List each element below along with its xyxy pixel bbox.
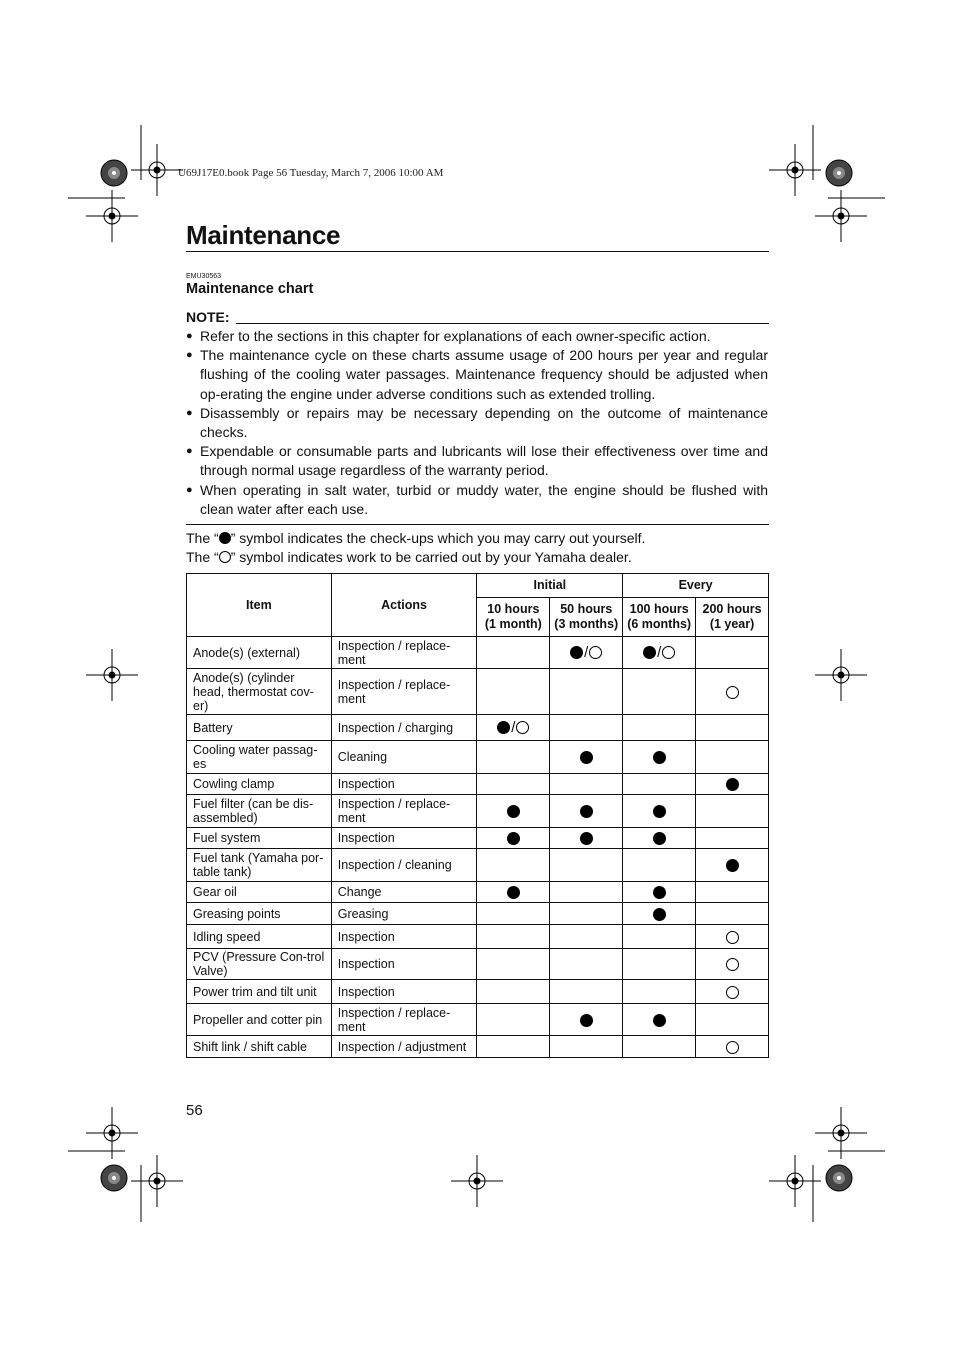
item-cell: Shift link / shift cable: [187, 1036, 332, 1058]
interval-cell: [623, 1036, 696, 1058]
interval-cell: [623, 903, 696, 925]
action-cell: Cleaning: [331, 741, 477, 774]
table-row: [187, 715, 769, 741]
table-row: [187, 949, 769, 980]
interval-cell: [623, 795, 696, 828]
header-item: Item: [187, 574, 332, 637]
table-row: [187, 903, 769, 925]
page-number: 56: [186, 1102, 203, 1119]
item-cell: Power trim and tilt unit: [187, 980, 332, 1004]
action-cell: Inspection: [331, 774, 477, 795]
interval-cell: [696, 669, 769, 715]
filled-circle-icon: [653, 1014, 666, 1027]
filled-circle-icon: [726, 859, 739, 872]
interval-cell: [623, 774, 696, 795]
filled-circle-icon: [580, 751, 593, 764]
interval-cell: [477, 669, 550, 715]
interval-cell: [696, 903, 769, 925]
interval-cell: [696, 637, 769, 669]
interval-cell: [623, 980, 696, 1004]
bullet-icon: ●: [186, 483, 193, 496]
interval-cell: [696, 925, 769, 949]
filled-circle-icon: [507, 832, 520, 845]
note-item: ● Refer to the sections in this chapter for explanations of each owner-specific action.: [186, 327, 768, 346]
slash-separator: /: [657, 644, 662, 661]
interval-cell: [550, 882, 623, 903]
note-end-rule: [186, 524, 769, 525]
table-row: [187, 741, 769, 774]
title-rule: [186, 251, 769, 252]
interval-cell: [696, 849, 769, 882]
header-100-hours: 100 hours (6 months): [623, 598, 696, 637]
interval-cell: [477, 1004, 550, 1036]
item-cell: Propeller and cotter pin: [187, 1004, 332, 1036]
open-circle-icon: [516, 721, 529, 734]
filled-circle-icon: [653, 805, 666, 818]
table-row: [187, 980, 769, 1004]
interval-cell: [477, 741, 550, 774]
interval-cell: [550, 980, 623, 1004]
page-title: Maintenance: [186, 220, 341, 250]
interval-cell: [477, 637, 550, 669]
table-row: [187, 1004, 769, 1036]
interval-cell: [550, 637, 623, 669]
interval-cell: [623, 637, 696, 669]
interval-cell: [550, 903, 623, 925]
filled-circle-icon: [219, 532, 231, 544]
interval-cell: [623, 925, 696, 949]
interval-cell: [477, 882, 550, 903]
interval-cell: [550, 741, 623, 774]
interval-cell: [623, 669, 696, 715]
open-circle-icon: [662, 646, 675, 659]
action-cell: Inspection: [331, 949, 477, 980]
action-cell: Inspection / adjustment: [331, 1036, 477, 1058]
filled-circle-icon: [570, 646, 583, 659]
interval-cell: [477, 980, 550, 1004]
item-cell: PCV (Pressure Con-trol Valve): [187, 949, 332, 980]
interval-cell: [550, 669, 623, 715]
open-circle-icon: [726, 686, 739, 699]
bullet-icon: ●: [186, 330, 193, 342]
item-cell: Gear oil: [187, 882, 332, 903]
action-cell: Inspection / replace-ment: [331, 669, 477, 715]
filled-circle-icon: [580, 1014, 593, 1027]
interval-cell: [477, 1036, 550, 1058]
interval-cell: [477, 903, 550, 925]
table-row: [187, 795, 769, 828]
interval-cell: [623, 828, 696, 849]
item-cell: Idling speed: [187, 925, 332, 949]
table-body: [187, 637, 769, 1058]
header-10-hours: 10 hours (1 month): [477, 598, 550, 637]
interval-cell: [623, 1004, 696, 1036]
open-circle-icon: [726, 986, 739, 999]
slash-separator: /: [511, 719, 516, 736]
interval-cell: [550, 1004, 623, 1036]
note-item: ● Disassembly or repairs may be necessary depending on the outcome of maintenance checks.: [186, 404, 768, 441]
note-item: ● The maintenance cycle on these charts assume usage of 200 hours per year and regular flushing of the cooling water passages. Maintenance frequency should be adjusted when op-erating the engine under adverse conditions such as extended trolling.: [186, 347, 768, 402]
legend-owner: The “ ” symbol indicates the check-ups which you may carry out yourself.: [186, 530, 646, 546]
item-cell: Anode(s) (external): [187, 637, 332, 669]
action-cell: Inspection / replace-ment: [331, 637, 477, 669]
print-header: U69J17E0.book Page 56 Tuesday, March 7, 2006 10:00 AM: [178, 167, 444, 179]
note-rule: [236, 323, 769, 324]
filled-circle-icon: [653, 908, 666, 921]
interval-cell: [550, 715, 623, 741]
interval-cell: [477, 795, 550, 828]
action-cell: Inspection: [331, 828, 477, 849]
table-row: [187, 637, 769, 669]
table-row: [187, 925, 769, 949]
table-row: [187, 669, 769, 715]
interval-cell: [550, 849, 623, 882]
action-cell: Inspection / replace-ment: [331, 795, 477, 828]
interval-cell: [696, 774, 769, 795]
filled-circle-icon: [507, 886, 520, 899]
header-50-hours: 50 hours (3 months): [550, 598, 623, 637]
item-cell: Battery: [187, 715, 332, 741]
interval-cell: [696, 882, 769, 903]
interval-cell: [696, 980, 769, 1004]
filled-circle-icon: [643, 646, 656, 659]
filled-circle-icon: [580, 805, 593, 818]
action-cell: Inspection / charging: [331, 715, 477, 741]
interval-cell: [550, 795, 623, 828]
interval-cell: [696, 828, 769, 849]
open-circle-icon: [589, 646, 602, 659]
section-code: EMU30563: [186, 273, 222, 280]
bullet-icon: ●: [186, 349, 193, 362]
note-item: ● Expendable or consumable parts and lubricants will lose their effectiveness over time and through normal usage regardless of the warranty period.: [186, 443, 768, 479]
filled-circle-icon: [497, 721, 510, 734]
filled-circle-icon: [507, 805, 520, 818]
open-circle-icon: [726, 958, 739, 971]
maintenance-table: [186, 573, 769, 1058]
action-cell: Inspection: [331, 980, 477, 1004]
table-row: [187, 882, 769, 903]
item-cell: Cooling water passag-es: [187, 741, 332, 774]
interval-cell: [550, 774, 623, 795]
interval-cell: [623, 849, 696, 882]
interval-cell: [696, 949, 769, 980]
interval-cell: [550, 1036, 623, 1058]
action-cell: Greasing: [331, 903, 477, 925]
interval-cell: [477, 925, 550, 949]
interval-cell: [696, 1036, 769, 1058]
item-cell: Anode(s) (cylinder head, thermostat cov-er): [187, 669, 332, 715]
filled-circle-icon: [726, 778, 739, 791]
item-cell: Greasing points: [187, 903, 332, 925]
action-cell: Inspection: [331, 925, 477, 949]
slash-separator: /: [584, 644, 589, 661]
note-label: NOTE:: [186, 309, 230, 325]
item-cell: Cowling clamp: [187, 774, 332, 795]
table-row: [187, 828, 769, 849]
interval-cell: [623, 949, 696, 980]
open-circle-icon: [726, 931, 739, 944]
bullet-icon: ●: [186, 445, 193, 458]
filled-circle-icon: [653, 751, 666, 764]
interval-cell: [623, 715, 696, 741]
filled-circle-icon: [653, 886, 666, 899]
note-list: [186, 327, 768, 519]
bullet-icon: ●: [186, 406, 193, 419]
action-cell: Change: [331, 882, 477, 903]
header-actions: Actions: [331, 574, 477, 637]
open-circle-icon: [219, 551, 231, 563]
filled-circle-icon: [653, 832, 666, 845]
interval-cell: [696, 741, 769, 774]
section-title: Maintenance chart: [186, 281, 314, 297]
interval-cell: [477, 949, 550, 980]
interval-cell: [550, 828, 623, 849]
table-row: [187, 774, 769, 795]
interval-cell: [696, 795, 769, 828]
action-cell: Inspection / replace-ment: [331, 1004, 477, 1036]
interval-cell: [477, 715, 550, 741]
header-200-hours: 200 hours (1 year): [696, 598, 769, 637]
note-item: ● When operating in salt water, turbid or muddy water, the engine should be flushed with clean water after each use.: [186, 481, 768, 517]
item-cell: Fuel tank (Yamaha por-table tank): [187, 849, 332, 882]
interval-cell: [623, 741, 696, 774]
table-row: [187, 849, 769, 882]
header-initial: Initial: [477, 574, 623, 598]
item-cell: Fuel filter (can be dis-assembled): [187, 795, 332, 828]
action-cell: Inspection / cleaning: [331, 849, 477, 882]
legend-dealer: The “ ” symbol indicates work to be carried out by your Yamaha dealer.: [186, 549, 632, 565]
interval-cell: [477, 849, 550, 882]
interval-cell: [696, 715, 769, 741]
interval-cell: [477, 774, 550, 795]
filled-circle-icon: [580, 832, 593, 845]
interval-cell: [696, 1004, 769, 1036]
interval-cell: [550, 925, 623, 949]
header-every: Every: [623, 574, 769, 598]
interval-cell: [477, 828, 550, 849]
item-cell: Fuel system: [187, 828, 332, 849]
interval-cell: [623, 882, 696, 903]
open-circle-icon: [726, 1041, 739, 1054]
interval-cell: [550, 949, 623, 980]
table-row: [187, 1036, 769, 1058]
